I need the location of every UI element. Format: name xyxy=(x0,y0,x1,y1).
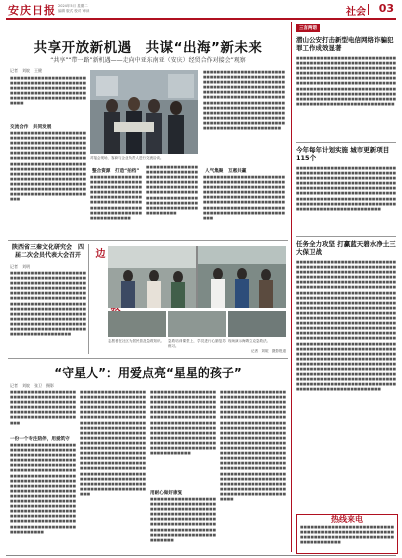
lead-subtitle-3: 人气集聚 互惠共赢 xyxy=(205,169,247,174)
photo-strip-illustration xyxy=(108,246,286,308)
lead-photo-caption: 对接会现场，客商与企业负责人进行交流洽谈。 xyxy=(90,156,164,160)
bottom-body-col3a: ■■■■■■■■■■■■■■■■■■■■■■■■■■■■■■■■■■■■■■■■■■■■■■■■■■■■■■■■■■■■■■■■■■■■■■■■■■■■■■■■■■■■■■■■■■■■■■■■■■■■■■■■■■■■■■■■■■■■■■■■■■■■■■■■■■■■■■■■■■■■■■■■■■■■■■■■■■■■■■■■■■■■■■■■■■■■■■■■■■■■■■■■■■■■■■■■■■■■■■■■■■■■■■■■■■■■■■■■■■■■■■■■■■■■■■■■■■■■■■■■ xyxy=(150,390,216,456)
right-column-tag: 三言两语 xyxy=(296,24,320,32)
section-divider xyxy=(368,4,369,15)
hotline-box xyxy=(296,514,398,554)
issue-meta xyxy=(58,4,178,14)
page-number: 03 xyxy=(378,2,394,15)
photo-small-1 xyxy=(108,311,166,337)
newspaper-masthead: 安庆日报 xyxy=(8,4,56,17)
bottom-subtitle-2: 用耐心做好康复 xyxy=(150,491,183,496)
lead-bottom-rule xyxy=(8,240,288,241)
photo-strip-credit: 记者 刘皖 摄影报道 xyxy=(251,349,286,353)
right-story3-title: 任务全力攻坚 打赢蓝天碧水净土三大保卫战 xyxy=(296,240,396,256)
lead-photo-illustration xyxy=(90,70,198,154)
lead-subhead: “共享”“带一路”新机遇——走向中亚东南亚（安庆）经贸合作对接会”观察 xyxy=(50,57,246,64)
issue-editors: 编辑 版式 校对 审读 xyxy=(58,9,90,13)
side-story-headline: 陕西省三秦文化研究会 四届二次会员代表大会召开 xyxy=(11,244,84,259)
side-story-divider xyxy=(88,244,89,354)
lead-photo xyxy=(90,70,198,154)
masthead-rule xyxy=(6,18,396,20)
right-column-divider xyxy=(291,22,292,552)
right-rule-2 xyxy=(296,236,396,237)
right-story1-title: 潜山公安打击新型电信网络诈骗犯罪工作成效显著 xyxy=(296,36,394,52)
lead-byline: 记者 刘皖 王健 xyxy=(10,68,42,73)
page-bottom-rule xyxy=(6,555,396,556)
photo-strip-caption-3: 现场演示海姆立克急救法。 xyxy=(228,339,270,343)
section-name: 社会 xyxy=(346,7,366,18)
issue-date: 2024年5月 星期二 xyxy=(58,4,88,8)
right-story3-body: ■■■■■■■■■■■■■■■■■■■■■■■■■■■■■■■■■■■■■■■■■■■■■■■■■■■■■■■■■■■■■■■■■■■■■■■■■■■■■■■■■■■■■■■■■■■■■■■■■■■■■■■■■■■■■■■■■■■■■■■■■■■■■■■■■■■■■■■■■■■■■■■■■■■■■■■■■■■■■■■■■■■■■■■■■■■■■■■■■■■■■■■■■■■■■■■■■■■■■■■■■■■■■■■■■■■■■■■■■■■■■■■■■■■■■■■■■■■■■■■■■■■■■■■■■■■■■■■■■■■■■■■■■■■■■■■■■■■■■■■■■■■■■■■■■■■■■■■■■■■■■■■■■■■■■■■■■■■■■■■■■■■■■■■■■■■■■■■■■■■■■■■■■■■■■■■■■■■■■■■■■■■■■■■■■■■■■■■■■■■■■■■■■■■■■■■■■■■■■■■■■■■■■■■■■■■■■■■■■■■■■■■■■■■■■■■■■■■■■■■■■■■■■■■■■■■■■■■■■■■■■■■■■■■■■■■■■■■■■■■■■■■■■■■■■■■■■■■■■■■■■■■■■■■■■■■■■■■■■■■■■■■■■■■■■■■■■■■■■■■■■■■■■■■■■■■■■■■■■■■■■■■■■■■■■■■■■■■■■■■■■■■■■■■■■■■■■■■■■■■■■■■■■■■■■■■■■■■■■■■■■■■■■■■■■■■■■■■■■■■■■■■■■■■■■■■■■■■■■■■■■■■■■■■■■■■■■■■■■■■■■■■■■■■■■■■■■■■■■■■■■■■■■■■■■■■■■■■■■■■■■■■■■■■■■■■■■■■■■■■■■■■■■■■■■■ xyxy=(296,260,396,392)
right-rule-1 xyxy=(296,142,396,143)
bottom-subtitle-1: 一份一个专注陪伴，用爱筑守 xyxy=(10,437,70,442)
photo-small-3 xyxy=(228,311,286,337)
right-story2-title: 今年每年计划实施 城市更新项目115个 xyxy=(296,146,390,162)
bottom-body-col3b: ■■■■■■■■■■■■■■■■■■■■■■■■■■■■■■■■■■■■■■■■■■■■■■■■■■■■■■■■■■■■■■■■■■■■■■■■■■■■■■■■■■■■■■■■■■■■■■■■■■■■■■■■■■■■■■■■■■■■■■■■■■■■■■■■■■■■■■■■■■■■■■■■■■■■■■■■■■■■■■■ xyxy=(150,497,216,542)
lead-subtitle-2: 整合资源 打造“拍档” xyxy=(92,169,140,174)
photo-strip-caption-2: 急救培训课堂上，学员进行心肺复苏练习。 xyxy=(168,339,226,348)
lead-body-col4a: ■■■■■■■■■■■■■■■■■■■■■■■■■■■■■■■■■■■■■■■■■■■■■■■■■■■■■■■■■■■■■■■■■■■■■■■■■■■■■■■■■■■■■■■■■■■■■■■■■■■■■■■■■■■■■■■■■■■■■■■■■■■■■■■■■■■■■■■■■■■■■■■■■■■■■■■■■■■■■■■■■■■■■■■■■■■■■■■■■■■■■■■■■■■■■■■■■■■■■■■■■■■■■■■■■■■■■■■■■■■■■■■■■■■■■■■■■■■■■■■■■■■■■■■■■■■■■■■■■■■■■■■■■■■■■■■■■■■■■■■■■■■■■■■ xyxy=(203,70,285,131)
bottom-body-col1b: ■■■■■■■■■■■■■■■■■■■■■■■■■■■■■■■■■■■■■■■■■■■■■■■■■■■■■■■■■■■■■■■■■■■■■■■■■■■■■■■■■■■■■■■■■■■■■■■■■■■■■■■■■■■■■■■■■■■■■■■■■■■■■■■■■■■■■■■■■■■■■■■■■■■■■■■■■■■■■■■■■■■■■■■■■■■■■■■■■■■■■■■■■■■■■■■■■■■■■■■■■■■■■■■■■■■■■■■■■■■■■■■■■■■■■■■■■■■■■■■■■■■■■■■■■■■■■■■■■■■■■■■■■■■■■■■■■■■■■■■■■■■■■■■■■■■■■■■■■■■■■■■■■■■■■■■■■■■■■■■■■■■■■■■■■■■■■ xyxy=(10,443,76,534)
vertical-banner: 边 xyxy=(93,248,104,260)
lead-headline: 共享开放新机遇 共谋“出海”新未来 xyxy=(33,40,263,56)
right-story1-body: ■■■■■■■■■■■■■■■■■■■■■■■■■■■■■■■■■■■■■■■■■■■■■■■■■■■■■■■■■■■■■■■■■■■■■■■■■■■■■■■■■■■■■■■■■■■■■■■■■■■■■■■■■■■■■■■■■■■■■■■■■■■■■■■■■■■■■■■■■■■■■■■■■■■■■■■■■■■■■■■■■■■■■■■■■■■■■■■■■■■■■■■■■■■■■■■■■■■■■■■■■■■■■■■■■■■■■■■■■■■■■■■■■■■■■■■■■■■■■■■■■■■■■■■■■■■■■■■■■■■■■■■■■■■■■■■■■■■■■■■■■■■■■■■■■■ xyxy=(296,56,396,106)
bottom-body-col1a: ■■■■■■■■■■■■■■■■■■■■■■■■■■■■■■■■■■■■■■■■■■■■■■■■■■■■■■■■■■■■■■■■■■■■■■■■■■■■■■■■■■■■■■■■■■■■■■■■■■■■■■■■■■■■■■■■■■■■■ xyxy=(10,390,76,425)
lead-subtitle-1: 交流合作 共同发展 xyxy=(10,125,52,130)
photo-strip xyxy=(108,246,286,308)
hotline-box-body: ■■■■■■■■■■■■■■■■■■■■■■■■■■■■■■■■■■■■■■■■■■■■■■■■■■■■■■■■■■■■■■■■■■■■■■■■■■■■■■■■■■■■■■■■■■■■■ xyxy=(300,525,394,545)
hotline-box-title: 热线来电 xyxy=(331,515,363,524)
lead-body-col1b: ■■■■■■■■■■■■■■■■■■■■■■■■■■■■■■■■■■■■■■■■■■■■■■■■■■■■■■■■■■■■■■■■■■■■■■■■■■■■■■■■■■■■■■■■■■■■■■■■■■■■■■■■■■■■■■■■■■■■■■■■■■■■■■■■■■■■■■■■■■■■■■■■■■■■■■■■■■■■■■■■■■■■■■■■■■■■■■■■■■■■■■■■■■■■■■■■■■■■■■■■■■■■■■■■■■■■■■■■■■■■■■■■■■■■■■■■■■■■■■■■■■■■■■■■■■■■■■■■■■■■■■■■■■■■■■■■■■■■■■■■■■■■■■■■■ xyxy=(10,131,86,202)
bottom-body-col4: ■■■■■■■■■■■■■■■■■■■■■■■■■■■■■■■■■■■■■■■■■■■■■■■■■■■■■■■■■■■■■■■■■■■■■■■■■■■■■■■■■■■■■■■■■■■■■■■■■■■■■■■■■■■■■■■■■■■■■■■■■■■■■■■■■■■■■■■■■■■■■■■■■■■■■■■■■■■■■■■■■■■■■■■■■■■■■■■■■■■■■■■■■■■■■■■■■■■■■■■■■■■■■■■■■■■■■■■■■■■■■■■■■■■■■■■■■■■■■■■■■■■■■■■■■■■■■■■■■■■■■■■■■■■■■■■■■■■■■■■■■■■■■■■■■■■■■■■■■■■■■■■■■■■■■■■■■■■■■■■■■■■■■■■■■■■■■■■■■■■■■■■■■■■■■■■■■■■■■■■■■■■■■■■■■■■■■■■■■■■■■■■■■■■■■■■■■■■■■■■■■■■ xyxy=(220,390,286,501)
side-story-byline: 记者 刘明 xyxy=(10,264,30,269)
bottom-story-byline: 记者 刘皖 张卫 摄影 xyxy=(10,383,54,388)
photo-strip-caption-1: 志愿者在社区为居民普及急救知识。 xyxy=(108,339,164,343)
right-story2-body: ■■■■■■■■■■■■■■■■■■■■■■■■■■■■■■■■■■■■■■■■■■■■■■■■■■■■■■■■■■■■■■■■■■■■■■■■■■■■■■■■■■■■■■■■■■■■■■■■■■■■■■■■■■■■■■■■■■■■■■■■■■■■■■■■■■■■■■■■■■■■■■■■■■■■■■■■■■■■■■■■■■■■■■■■■■■■■■■■■■■■■■■■■■■■■■■■■■■■■■■■■■■■■■■■■■■■■■■■■■■■■■■■■■■■■■■■■■■■■■■■■■■■■■■■■■■■■■■■■ xyxy=(296,166,396,211)
lead-body-col1a: ■■■■■■■■■■■■■■■■■■■■■■■■■■■■■■■■■■■■■■■■■■■■■■■■■■■■■■■■■■■■■■■■■■■■■■■■■■■■■■■■■■■■■■■■■■■■■■■■■■■■■■■■■■■■■■■■■■ xyxy=(10,76,86,106)
bottom-story-headline: “守星人”：用爱点亮“星星的孩子” xyxy=(54,366,242,380)
bottom-story-rule xyxy=(8,358,288,359)
lead-body-col2: ■■■■■■■■■■■■■■■■■■■■■■■■■■■■■■■■■■■■■■■■■■■■■■■■■■■■■■■■■■■■■■■■■■■■■■■■■■■■■■■■■■■■■■■■■■■■■■■■■■■■■■■■■■■■■■■■■■■■■■■■■■■■■■■■■■■■ xyxy=(90,175,142,220)
lead-body-col4b: ■■■■■■■■■■■■■■■■■■■■■■■■■■■■■■■■■■■■■■■■■■■■■■■■■■■■■■■■■■■■■■■■■■■■■■■■■■■■■■■■■■■■■■■■■■■■■■■■■■■■■■■■■■■■■■■■■■■■■■■■■■■■■■■■■■■■■■■■■■■■■■■■■■■■■■■■■■■■■■■■■■■■■■■■■■■■■■■■■■■■■■■■■■■■■■■■■■■ xyxy=(203,175,285,220)
side-story-body: ■■■■■■■■■■■■■■■■■■■■■■■■■■■■■■■■■■■■■■■■■■■■■■■■■■■■■■■■■■■■■■■■■■■■■■■■■■■■■■■■■■■■■■■■■■■■■■■■■■■■■■■■■■■■■■■■■■■■■■■■■■■■■■■■■■■■■■■■■■■■■■■■■■■■■■■■■■■■■■■■■■■■■■■■■■■■■■■■■■■■■■■■■■■■■■■■■■■■■■■■■■■■■■■■■■■■■■■■■■■■■■■■■■■■■■■■■■■■■■■■■■■■■■■■■■■■■■■■■■■■■■■■■■■■■■■■■■■■■■■■■■ xyxy=(10,271,86,337)
photo-small-2 xyxy=(168,311,226,337)
bottom-body-col2: ■■■■■■■■■■■■■■■■■■■■■■■■■■■■■■■■■■■■■■■■■■■■■■■■■■■■■■■■■■■■■■■■■■■■■■■■■■■■■■■■■■■■■■■■■■■■■■■■■■■■■■■■■■■■■■■■■■■■■■■■■■■■■■■■■■■■■■■■■■■■■■■■■■■■■■■■■■■■■■■■■■■■■■■■■■■■■■■■■■■■■■■■■■■■■■■■■■■■■■■■■■■■■■■■■■■■■■■■■■■■■■■■■■■■■■■■■■■■■■■■■■■■■■■■■■■■■■■■■■■■■■■■■■■■■■■■■■■■■■■■■■■■■■■■■■■■■■■■■■■■■■■■■■■■■■■■■■■■■■■■■■■■■■■■■■■■■■■■■■■■■■■■■■■■■■■■■■■■■■■■■■■■■■■■■■■■■■■■■■■■■■■ xyxy=(80,390,146,496)
lead-body-col3: ■■■■■■■■■■■■■■■■■■■■■■■■■■■■■■■■■■■■■■■■■■■■■■■■■■■■■■■■■■■■■■■■■■■■■■■■■■■■■■■■■■■■■■■■■■■■■■■■■■■■■■■■■■■■■■■■■■■■■■■■■■■■■■■■■■■■■■■■■■■■■■■■ xyxy=(146,165,198,215)
